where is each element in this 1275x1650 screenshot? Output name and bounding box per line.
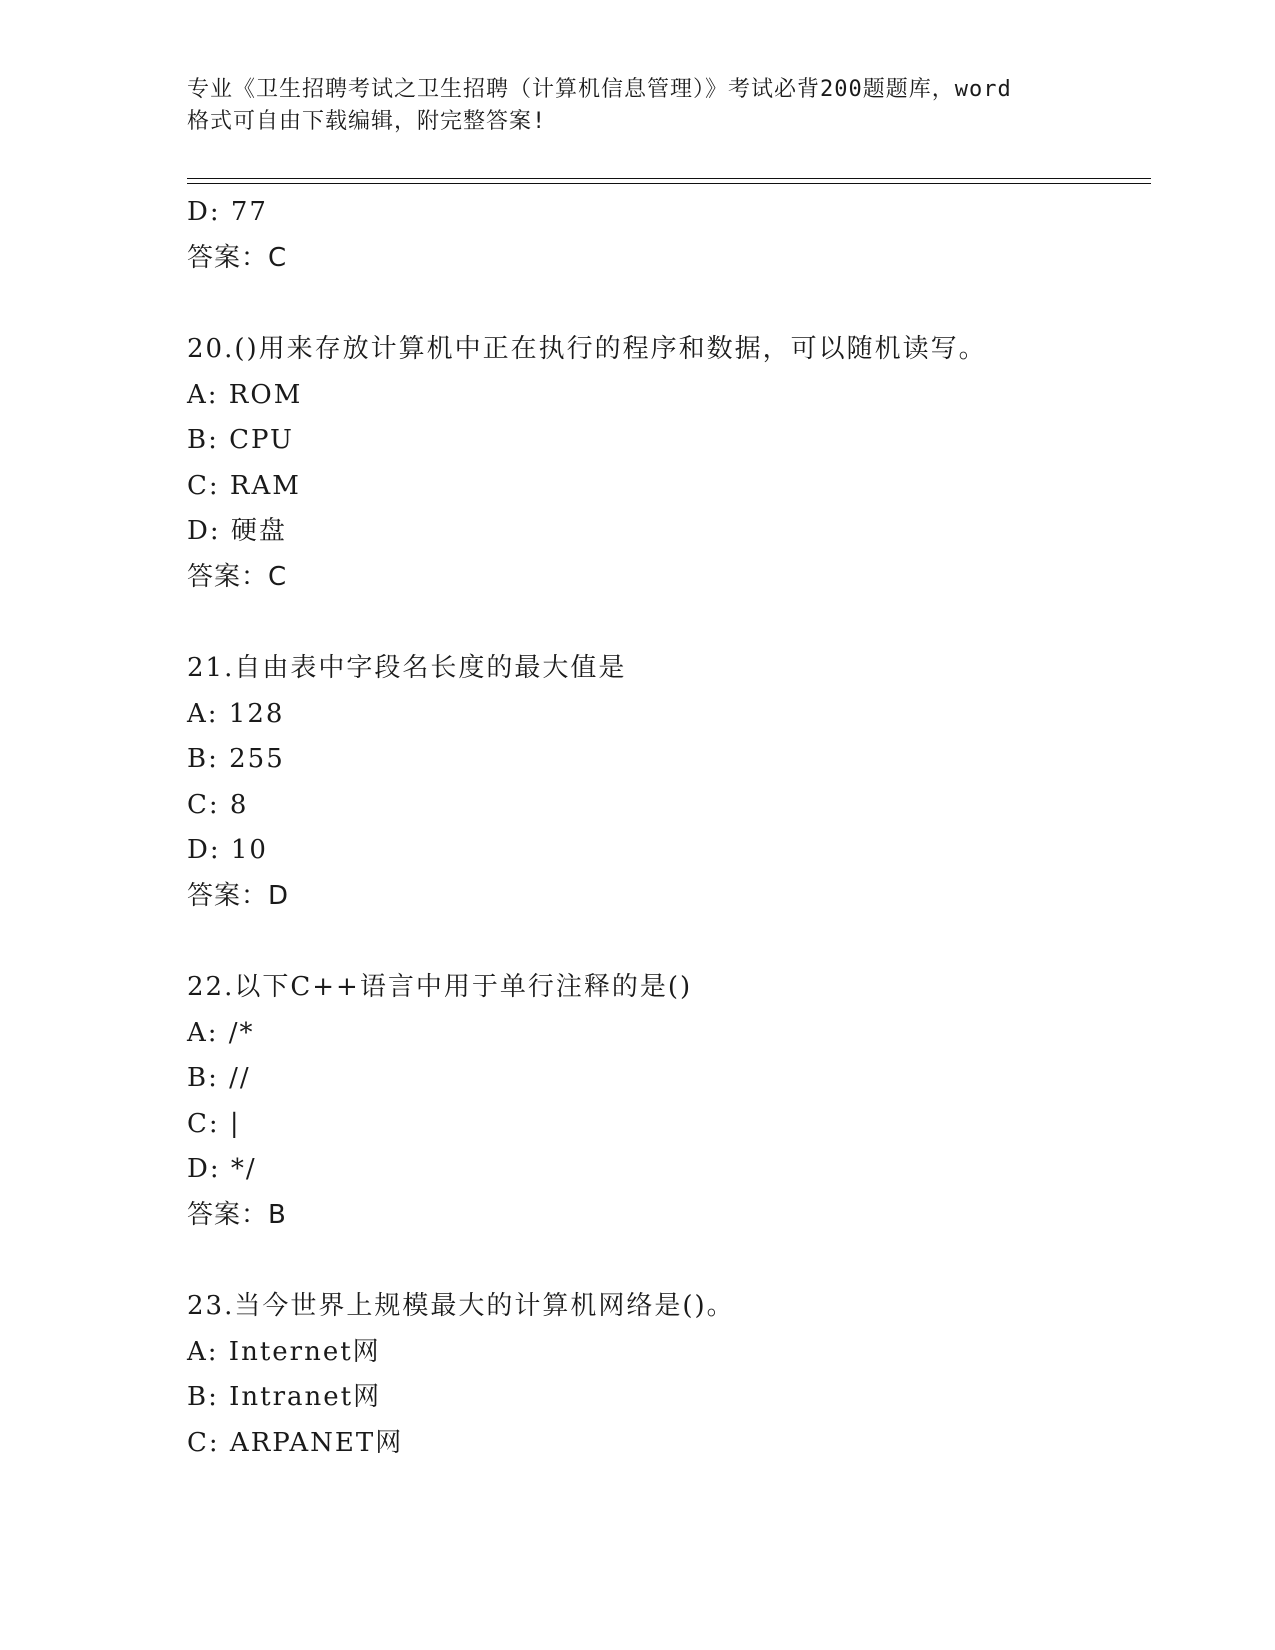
- option-c: C: 8: [187, 789, 249, 820]
- option-d: D: 硬盘: [187, 516, 287, 546]
- question-block-21: [187, 646, 1147, 919]
- answer-line: 答案：C: [187, 242, 288, 273]
- spacer: [187, 600, 1147, 646]
- option-c: C: |: [187, 1108, 241, 1139]
- option-a: A: ROM: [187, 379, 303, 410]
- option-a: A: Internet网: [187, 1336, 381, 1367]
- question-text: 21.自由表中字段名长度的最大值是: [187, 653, 627, 683]
- header-title-line-2: 格式可自由下载编辑，附完整答案!: [187, 109, 547, 134]
- header-title-line-1: 专业《卫生招聘考试之卫生招聘（计算机信息管理）》考试必背200题题库，word: [187, 77, 1012, 102]
- spacer: [187, 281, 1147, 327]
- question-text: 23.当今世界上规模最大的计算机网络是()。: [187, 1291, 735, 1321]
- question-block-23: [187, 1284, 1147, 1466]
- question-list: [187, 190, 1147, 1466]
- answer-line: 答案：B: [187, 1199, 287, 1230]
- option-d: D: */: [187, 1154, 257, 1184]
- question-text: 20.()用来存放计算机中正在执行的程序和数据，可以随机读写。: [187, 334, 987, 364]
- option-c: C: RAM: [187, 470, 301, 501]
- option-b: B: //: [187, 1063, 251, 1093]
- header-divider-bottom: [187, 183, 1151, 184]
- option-c: C: ARPANET网: [187, 1427, 404, 1458]
- answer-line: 答案：D: [187, 880, 290, 911]
- header-divider-top: [187, 178, 1151, 179]
- option-a: A: 128: [187, 698, 285, 729]
- option-d: D: 77: [187, 197, 268, 227]
- option-b: B: CPU: [187, 425, 294, 455]
- option-a: A: /*: [187, 1017, 255, 1048]
- option-b: B: 255: [187, 744, 285, 774]
- option-d: D: 10: [187, 835, 268, 865]
- question-text: 22.以下C++语言中用于单行注释的是(): [187, 972, 693, 1002]
- answer-line: 答案：C: [187, 561, 288, 592]
- previous-question-tail: [187, 190, 1147, 281]
- question-block-22: [187, 965, 1147, 1238]
- option-b: B: Intranet网: [187, 1382, 382, 1412]
- document-header: [187, 74, 1087, 138]
- question-block-20: [187, 327, 1147, 600]
- spacer: [187, 919, 1147, 965]
- spacer: [187, 1238, 1147, 1284]
